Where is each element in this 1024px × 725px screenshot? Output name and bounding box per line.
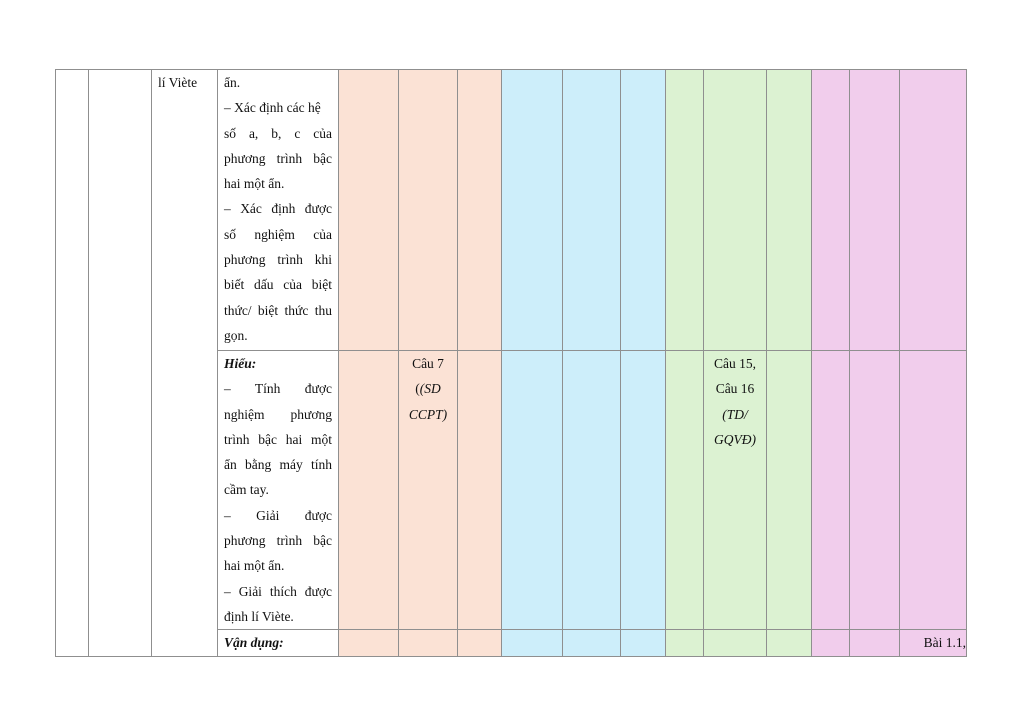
cell-green bbox=[666, 351, 704, 630]
req-line: trình bậc hai một bbox=[224, 431, 332, 447]
cell-question-15-16 bbox=[704, 351, 767, 630]
competency-code bbox=[704, 402, 766, 427]
question-label: Câu 15, bbox=[714, 356, 756, 371]
cell-pink bbox=[850, 630, 900, 656]
cell-pink bbox=[900, 70, 967, 351]
cell-blue bbox=[621, 351, 666, 630]
req-line-coefficients: số a, b, c của bbox=[224, 125, 332, 141]
competency-text: GQVĐ) bbox=[714, 431, 756, 447]
req-line: biết dấu của biệt bbox=[224, 277, 332, 293]
req-line: thức/ biệt thức thu bbox=[224, 302, 332, 318]
cell-blue bbox=[621, 70, 666, 351]
cell-pink bbox=[812, 630, 850, 656]
level-heading-application: Vận dụng: bbox=[224, 635, 284, 651]
req-line: – Xác định các hệ bbox=[224, 100, 321, 116]
cell-blue bbox=[563, 630, 621, 656]
cell-requirements-understanding bbox=[218, 351, 339, 630]
cell-pink bbox=[900, 351, 967, 630]
req-line: phương trình khi bbox=[224, 252, 332, 268]
req-line: định lí Viète. bbox=[224, 608, 294, 624]
cell-peach bbox=[339, 630, 399, 656]
cell-blue bbox=[621, 630, 666, 656]
cell-pink bbox=[812, 351, 850, 630]
cell-peach bbox=[399, 70, 458, 351]
level-heading-understanding: Hiểu: bbox=[224, 356, 257, 371]
cell-green bbox=[704, 630, 767, 656]
cell-peach bbox=[399, 630, 458, 656]
cell-peach bbox=[339, 70, 399, 351]
question-label: Câu 7 bbox=[412, 356, 444, 371]
cell-requirements-application bbox=[218, 630, 339, 656]
cell-green bbox=[666, 630, 704, 656]
req-line: số nghiệm của bbox=[224, 226, 332, 242]
table-row-recognition bbox=[56, 70, 967, 351]
cell-blue bbox=[563, 351, 621, 630]
competency-text: (SD bbox=[419, 381, 441, 397]
cell-topic bbox=[89, 70, 152, 657]
req-line: hai một ẩn. bbox=[224, 558, 285, 574]
cell-question-7 bbox=[399, 351, 458, 630]
cell-pink bbox=[812, 70, 850, 351]
cell-blue bbox=[502, 351, 563, 630]
competency-text: CCPT) bbox=[408, 406, 448, 422]
cell-peach bbox=[458, 630, 502, 656]
competency-code: ((SD bbox=[415, 381, 441, 397]
req-line: hai một ẩn. bbox=[224, 176, 285, 192]
req-line: – Giải được bbox=[224, 507, 332, 523]
cell-pink bbox=[850, 70, 900, 351]
competency-text: (TD/ bbox=[722, 406, 748, 422]
cell-green bbox=[767, 630, 812, 656]
cell-exercise-ref bbox=[900, 630, 967, 656]
lesson-name: lí Viète bbox=[158, 75, 198, 90]
req-line: – Xác định được bbox=[224, 201, 332, 217]
req-line: ẩn. bbox=[224, 75, 241, 90]
exercise-ref: Bài 1.1, bbox=[923, 635, 966, 651]
req-line: nghiệm phương bbox=[224, 406, 332, 422]
cell-lesson bbox=[152, 70, 218, 657]
cell-green bbox=[767, 70, 812, 351]
cell-peach bbox=[339, 351, 399, 630]
req-line: – Tính được bbox=[224, 381, 332, 397]
cell-blue bbox=[502, 70, 563, 351]
req-line: cầm tay. bbox=[224, 482, 269, 498]
req-line: phương trình bậc bbox=[224, 533, 332, 549]
competency-code bbox=[704, 427, 766, 452]
question-label: Câu 16 bbox=[715, 381, 755, 397]
cell-blue bbox=[502, 630, 563, 656]
cell-peach bbox=[458, 351, 502, 630]
cell-green bbox=[704, 70, 767, 351]
cell-green bbox=[666, 70, 704, 351]
assessment-matrix-table bbox=[55, 69, 967, 657]
req-line: ẩn bằng máy tính bbox=[224, 457, 332, 473]
competency-code bbox=[399, 402, 457, 427]
req-line: – Giải thích được bbox=[224, 583, 332, 599]
cell-peach bbox=[458, 70, 502, 351]
req-line: gọn. bbox=[224, 327, 248, 343]
cell-green bbox=[767, 351, 812, 630]
cell-index bbox=[56, 70, 89, 657]
cell-pink bbox=[850, 351, 900, 630]
req-line: phương trình bậc bbox=[224, 150, 332, 166]
cell-requirements-recognition bbox=[218, 70, 339, 351]
cell-blue bbox=[563, 70, 621, 351]
